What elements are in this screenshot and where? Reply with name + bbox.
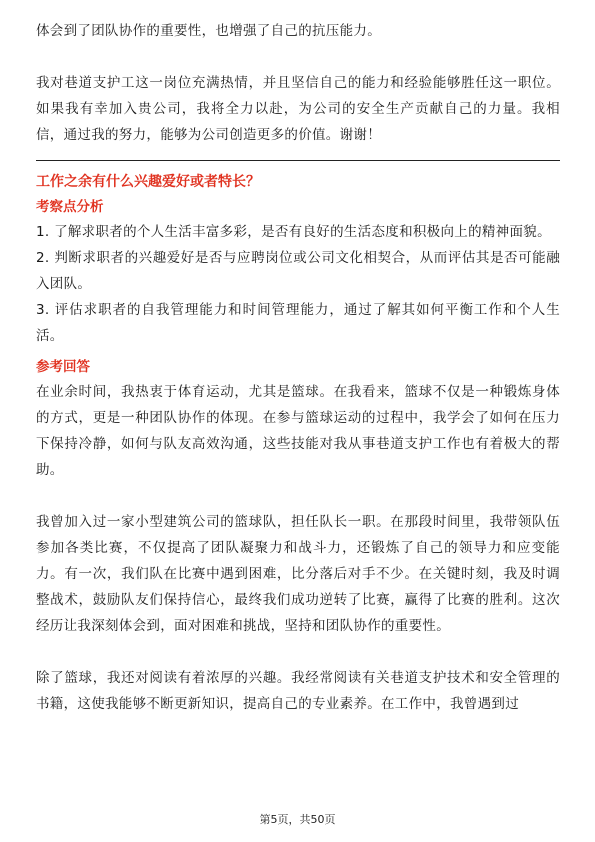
section-divider bbox=[36, 160, 560, 161]
paragraph: 体会到了团队协作的重要性，也增强了自己的抗压能力。 bbox=[36, 23, 381, 39]
paragraph-spacer bbox=[36, 44, 560, 70]
analysis-item: 3. 评估求职者的自我管理能力和时间管理能力，通过了解其如何平衡工作和个人生活。 bbox=[36, 302, 560, 344]
answer-paragraph: 我曾加入过一家小型建筑公司的篮球队，担任队长一职。在那段时间里，我带领队伍参加各类比赛，不仅提高了团队凝聚力和战斗力，还锻炼了自己的领导力和应变能力。有一次，我们队在比赛中遇到困难，比分落后对手不少。在关键时刻，我及时调整战术，鼓励队友们保持信心，最终我们成功逆转了比赛，赢得了比赛的胜利。这次经历让我深刻体会到，面对困难和挑战，坚持和团队协作的重要性。 bbox=[36, 514, 560, 634]
paragraph-spacer bbox=[36, 483, 560, 509]
answer-paragraph: 除了篮球，我还对阅读有着浓厚的兴趣。我经常阅读有关巷道支护技术和安全管理的书籍，这使我能够不断更新知识，提高自己的专业素养。在工作中，我曾遇到过 bbox=[36, 670, 560, 712]
question-heading: 工作之余有什么兴趣爱好或者特长？ bbox=[36, 174, 260, 190]
page-content bbox=[36, 18, 560, 717]
analysis-label: 考察点分析 bbox=[36, 199, 104, 215]
answer-paragraph: 在业余时间，我热衷于体育运动，尤其是篮球。在我看来，篮球不仅是一种锻炼身体的方式，更是一种团队协作的体现。在参与篮球运动的过程中，我学会了如何在压力下保持冷静，如何与队友高效沟通，这些技能对我从事巷道支护工作也有着极大的帮助。 bbox=[36, 384, 560, 478]
answer-label: 参考回答 bbox=[36, 359, 90, 375]
paragraph-spacer bbox=[36, 639, 560, 665]
analysis-item: 2. 判断求职者的兴趣爱好是否与应聘岗位或公司文化相契合，从而评估其是否可能融入团队。 bbox=[36, 250, 560, 292]
analysis-item: 1. 了解求职者的个人生活丰富多彩，是否有良好的生活态度和积极向上的精神面貌。 bbox=[36, 224, 551, 240]
paragraph: 我对巷道支护工这一岗位充满热情，并且坚信自己的能力和经验能够胜任这一职位。如果我有幸加入贵公司，我将全力以赴，为公司的安全生产贡献自己的力量。我相信，通过我的努力，能够为公司创造更多的价值。谢谢！ bbox=[36, 75, 560, 143]
page-number: 第5页，共50页 bbox=[259, 813, 336, 826]
